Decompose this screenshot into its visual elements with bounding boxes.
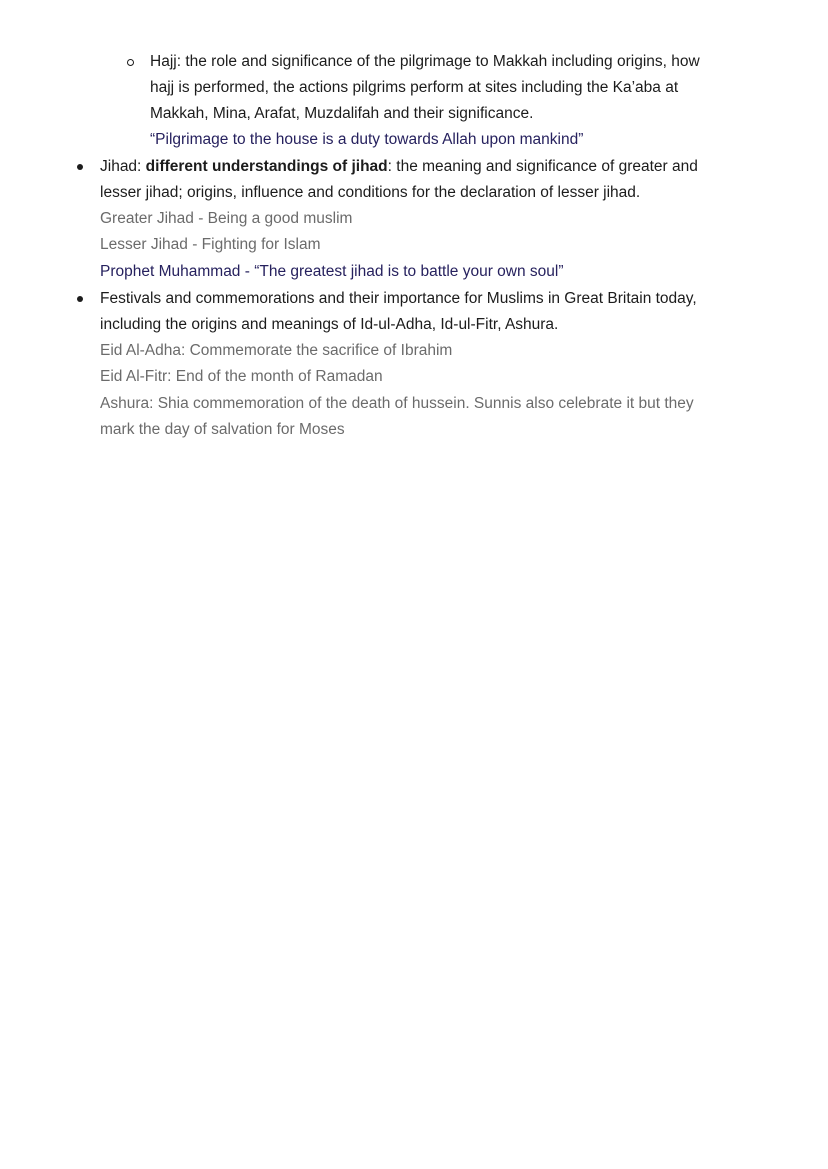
festivals-note-adha: Eid Al-Adha: Commemorate the sacrifice of Ibrahim [100, 342, 453, 359]
festivals-line-1: Festivals and commemorations and their importance for Muslims in Great Britain today, [100, 290, 697, 307]
festivals-note-fitr: Eid Al-Fitr: End of the month of Ramadan [100, 368, 383, 385]
jihad-bold-term: different understandings of jihad [145, 158, 388, 175]
jihad-line-1 [100, 154, 698, 180]
bullet-icon [77, 164, 83, 170]
jihad-note-greater: Greater Jihad - Being a good muslim [100, 210, 353, 227]
jihad-note-lesser: Lesser Jihad - Fighting for Islam [100, 236, 321, 253]
jihad-prefix: Jihad: [100, 158, 146, 175]
hajj-quote: “Pilgrimage to the house is a duty towards Allah upon mankind” [150, 131, 584, 148]
bullet-icon [77, 296, 83, 302]
jihad-quote: Prophet Muhammad - “The greatest jihad is to battle your own soul” [100, 263, 564, 280]
hajj-line-3: Makkah, Mina, Arafat, Muzdalifah and their significance. [150, 105, 534, 122]
festivals-note-ashura-2: mark the day of salvation for Moses [100, 421, 345, 438]
hajj-line-1: Hajj: the role and significance of the pilgrimage to Makkah including origins, how [150, 53, 700, 70]
jihad-line-1-rest: : the meaning and significance of greater and [387, 158, 698, 175]
festivals-line-2: including the origins and meanings of Id-ul-Adha, Id-ul-Fitr, Ashura. [100, 316, 559, 333]
hajj-line-2: hajj is performed, the actions pilgrims perform at sites including the Ka’aba at [150, 79, 679, 96]
hollow-bullet-icon [127, 59, 134, 66]
jihad-line-2: lesser jihad; origins, influence and conditions for the declaration of lesser jihad. [100, 184, 641, 201]
festivals-note-ashura-1: Ashura: Shia commemoration of the death of hussein. Sunnis also celebrate it but they [100, 395, 694, 412]
